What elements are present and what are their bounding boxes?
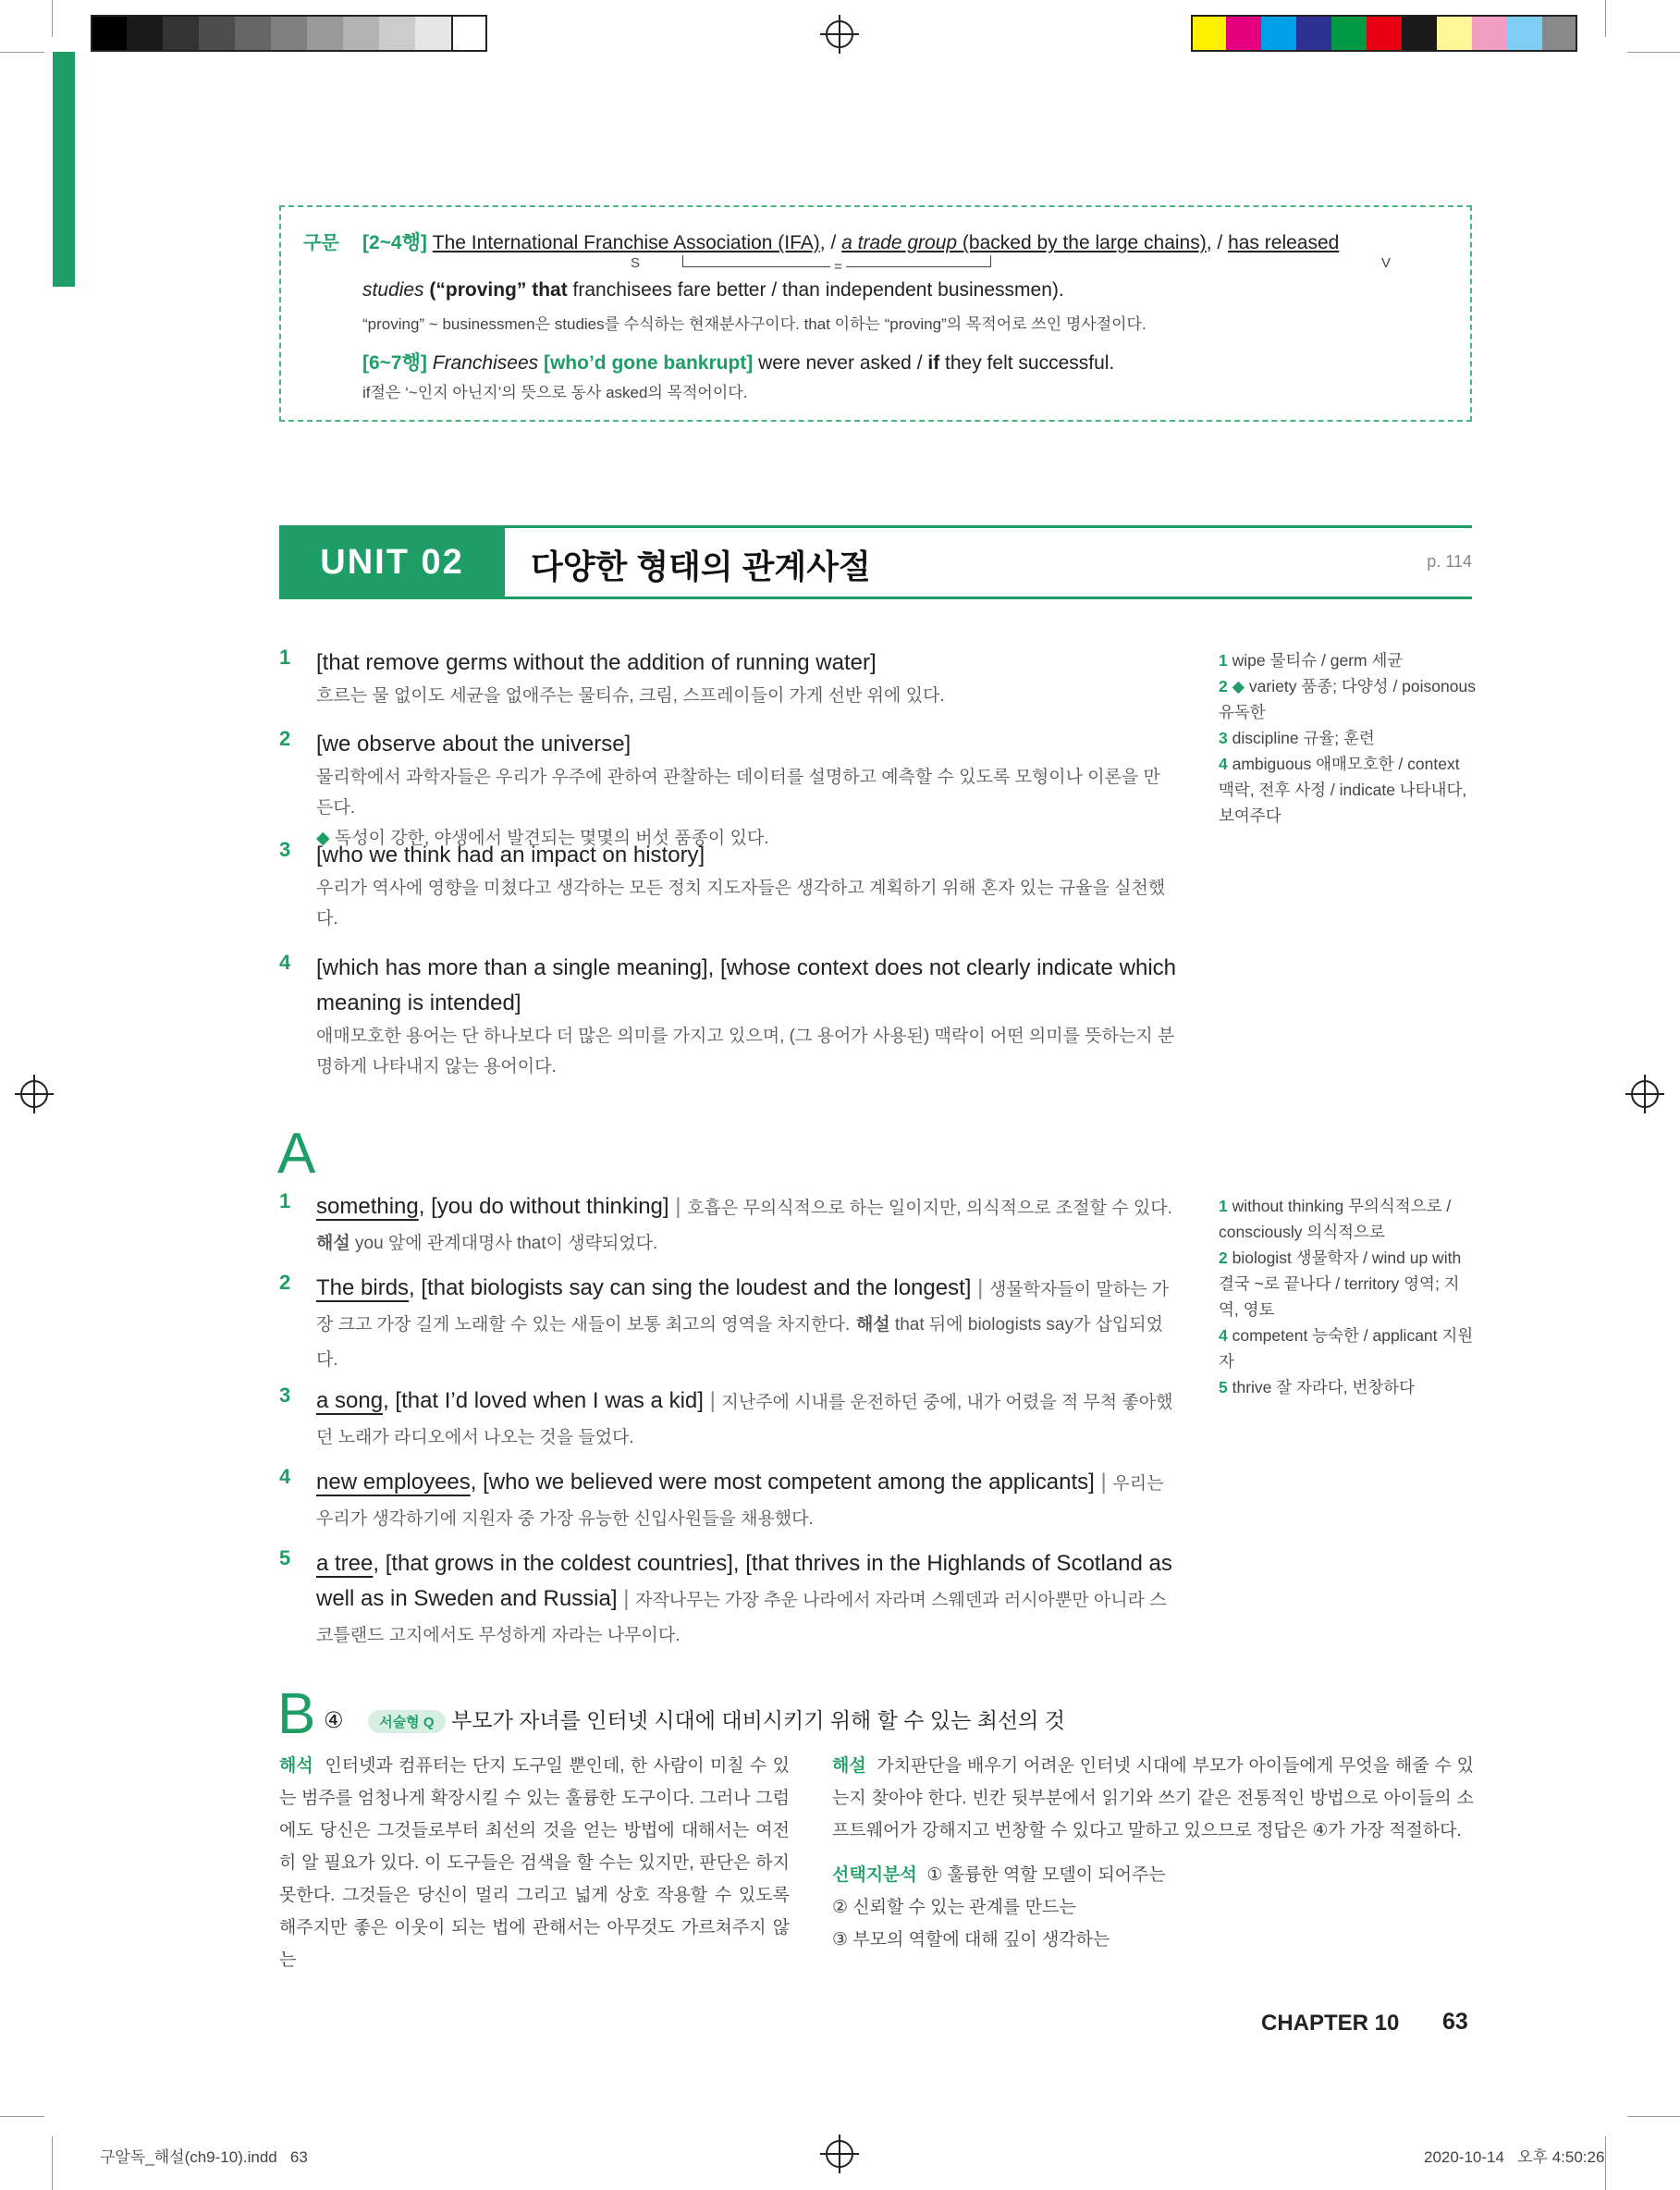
item-number: 4	[279, 1465, 291, 1488]
item-korean: 흐르는 물 없이도 세균을 없애주는 물티슈, 크림, 스프레이들이 가게 선반 위에 있다.	[316, 686, 945, 706]
item-english: [which has more than a single meaning], [whose context does not clearly indicate which meaning is intended]	[316, 955, 1176, 1015]
section-b-header	[324, 1704, 1065, 1734]
list-item	[279, 1546, 1176, 1652]
list-item	[279, 1465, 1176, 1535]
crop-mark	[0, 52, 44, 53]
list-item	[279, 646, 1176, 711]
item-english: [we observe about the universe]	[316, 732, 632, 757]
item-english: [who we think had an impact on history]	[316, 843, 705, 867]
subject-text: The International Franchise Association (IFA)	[432, 232, 820, 253]
crop-mark	[1605, 0, 1606, 37]
item-number: 3	[279, 838, 291, 861]
question-badge: 서술형 Q	[368, 1710, 445, 1733]
mark-eq: =	[830, 259, 846, 275]
page-number: 63	[1442, 2009, 1468, 2035]
vocab-sidebar	[1219, 1193, 1478, 1400]
item-text: The birds, [that biologists say can sing the loudest and the longest] | 생물학자들이 말하는 가장 크고 가장 길게 노래할 수 있는 새들이 보통 최고의 영역을 차지한다. 해설 that 뒤에 biologists say가 삽입되었다.	[316, 1275, 1170, 1370]
syntax-label: 구문	[303, 233, 339, 253]
appositive-text: a trade group (backed by the large chains)	[841, 232, 1207, 253]
vocab-sidebar	[1219, 647, 1478, 829]
item-korean: 우리가 역사에 영향을 미쳤다고 생각하는 모든 정치 지도자들은 생각하고 계획하기 위해 혼자 있는 규율을 실천했다.	[316, 879, 1166, 929]
syntax-line-1	[362, 228, 1339, 255]
item-english: [that remove germs without the addition of running water]	[316, 650, 877, 675]
list-item	[279, 838, 1176, 934]
crop-mark	[1627, 52, 1680, 53]
verb-text: has released	[1228, 232, 1340, 253]
syntax-line-3: [6~7행] Franchisees [who’d gone bankrupt] were never asked / if they felt successful.	[362, 352, 1115, 374]
item-korean: 애매모호한 용어는 단 하나보다 더 많은 의미를 가지고 있으며, (그 용어가 사용된) 맥락이 어떤 의미를 뜻하는지 분명하게 나타내지 않는 용어이다.	[316, 1027, 1175, 1077]
registration-mark-icon	[1631, 1080, 1659, 1108]
crop-mark	[52, 0, 53, 37]
item-number: 2	[279, 1271, 291, 1294]
answer-mark: ④	[324, 1708, 344, 1733]
gray-swatch-frame	[91, 15, 487, 52]
item-number: 2	[279, 727, 291, 750]
item-text: new employees, [who we believed were most competent among the applicants] | 우리는 우리가 생각하기에 지원자 중 가장 유능한 신입사원들을 채용했다.	[316, 1470, 1164, 1529]
item-number: 4	[279, 951, 291, 974]
list-item	[279, 1384, 1176, 1454]
choices-list: 선택지분석 ① 훌륭한 역할 모델이 되어주는 ② 신뢰할 수 있는 관계를 만드는 ③ 부모의 역할에 대해 깊이 생각하는	[832, 1865, 1166, 1950]
item-number: 1	[279, 646, 291, 669]
unit-label: UNIT 02	[279, 528, 505, 597]
item-number: 3	[279, 1384, 291, 1407]
list-item	[279, 1271, 1176, 1376]
separator: , /	[819, 232, 842, 253]
section-letter-b: B	[277, 1682, 316, 1746]
side-accent-bar	[53, 52, 75, 287]
item-text: a tree, [that grows in the coldest countries], [that thrives in the Highlands of Scotland as well as in Sweden and Russia] | 자작나무는 가장 추운 나라에서 자라며 스웨덴과 러시아뿐만 아니라 스코틀랜드 고지에서도 무성하게 자라는 나무이다.	[316, 1551, 1172, 1645]
registration-mark-icon	[20, 1080, 48, 1108]
crop-mark	[1605, 2136, 1606, 2190]
crop-mark	[0, 2116, 44, 2117]
mark-v: V	[1381, 255, 1392, 271]
vocab-item: 5 thrive 잘 자라다, 번창하다	[1219, 1378, 1416, 1396]
unit-page-ref: p. 114	[1427, 552, 1472, 571]
vocab-item: 4 ambiguous 애매모호한 / context 맥락, 전후 사정 / indicate 나타내다, 보여주다	[1219, 755, 1467, 825]
section-letter-a: A	[277, 1122, 316, 1186]
item-number: 5	[279, 1546, 291, 1569]
syntax-line-2: studies (“proving” that franchisees fare better / than independent businessmen).	[362, 279, 1064, 301]
line-ref: [2~4행]	[362, 232, 427, 253]
syntax-analysis-box	[279, 205, 1472, 422]
registration-mark-icon	[826, 2140, 853, 2168]
translation-column: 해석 인터넷과 컴퓨터는 단지 도구일 뿐인데, 한 사람이 미칠 수 있는 범주를 엄청나게 확장시킬 수 있는 훌륭한 도구이다. 그러나 그럼에도 당신은 그것들로부터 최선의 것을 얻는 방법에 대해서는 여전히 알 필요가 있다. 이 도구들은 검색을 할 수는 있지만, 판단은 하지 못한다. 그것들은 당신이 멀리 그리고 넓게 상호 작용할 수 있도록 해주지만 좋은 이웃이 되는 법에 관해서는 아무것도 가르쳐주지 않는	[279, 1756, 790, 1970]
item-text: a song, [that I’d loved when I was a kid] | 지난주에 시내를 운전하던 중에, 내가 어렸을 적 무척 좋아했던 노래가 라디오에서 나오는 것을 들었다.	[316, 1388, 1173, 1447]
item-korean-extra: ◆ 독성이 강한, 야생에서 발견되는 몇몇의 버섯 품종이 있다.	[316, 829, 769, 848]
chapter-label: CHAPTER 10	[1261, 2011, 1400, 2036]
vocab-item: 1 without thinking 무의식적으로 / consciously 의식적으로	[1219, 1197, 1452, 1241]
registration-mark-icon	[826, 20, 853, 48]
timestamp: 2020-10-14 오후 4:50:26	[1424, 2148, 1605, 2166]
item-number: 1	[279, 1189, 291, 1212]
separator: , /	[1206, 232, 1229, 253]
unit-header	[279, 525, 1472, 599]
crop-mark	[52, 2136, 53, 2190]
syntax-note-2: if절은 ‘~인지 아닌지’의 뜻으로 동사 asked의 목적어이다.	[362, 384, 748, 401]
question-text: 부모가 자녀를 인터넷 시대에 대비시키기 위해 할 수 있는 최선의 것	[451, 1708, 1065, 1732]
crop-mark	[1627, 2116, 1680, 2117]
mark-s: S	[631, 255, 641, 271]
vocab-item: 2 ◆ variety 품종; 다양성 / poisonous 유독한	[1219, 677, 1476, 721]
list-item	[279, 1189, 1176, 1260]
explanation-column: 해설 가치판단을 배우기 어려운 인터넷 시대에 부모가 아이들에게 무엇을 해줄 수 있는지 찾아야 한다. 빈칸 뒷부분에서 읽기와 쓰기 같은 전통적인 방법으로 아이들의 소프트웨어가 강해지고 번창할 수 있다고 말하고 있으므로 정답은 ④가 가장 적절하다.	[832, 1756, 1475, 1840]
list-item	[279, 951, 1176, 1082]
vocab-item: 3 discipline 규율; 훈련	[1219, 729, 1375, 747]
item-text: something, [you do without thinking] | 호흡은 무의식적으로 하는 일이지만, 의식적으로 조절할 수 있다. 해설 you 앞에 관계대명사 that이 생략되었다.	[316, 1194, 1172, 1253]
unit-title: 다양한 형태의 관계사절	[531, 548, 871, 585]
vocab-item: 1 wipe 물티슈 / germ 세균	[1219, 651, 1404, 670]
list-item	[279, 727, 1176, 854]
vocab-item: 4 competent 능숙한 / applicant 지원자	[1219, 1326, 1474, 1371]
file-info: 구알독_해설(ch9-10).indd 63	[100, 2148, 308, 2166]
syntax-note-1: “proving” ~ businessmen은 studies를 수식하는 현재분사구이다. that 이하는 “proving”의 목적어로 쓰인 명사절이다.	[362, 315, 1147, 333]
item-korean: 물리학에서 과학자들은 우리가 우주에 관하여 관찰하는 데이터를 설명하고 예측할 수 있도록 모형이나 이론을 만든다.	[316, 768, 1160, 818]
vocab-item: 2 biologist 생물학자 / wind up with 결국 ~로 끝나다 / territory 영역; 지역, 영토	[1219, 1249, 1462, 1319]
color-swatch-frame	[1191, 15, 1577, 52]
